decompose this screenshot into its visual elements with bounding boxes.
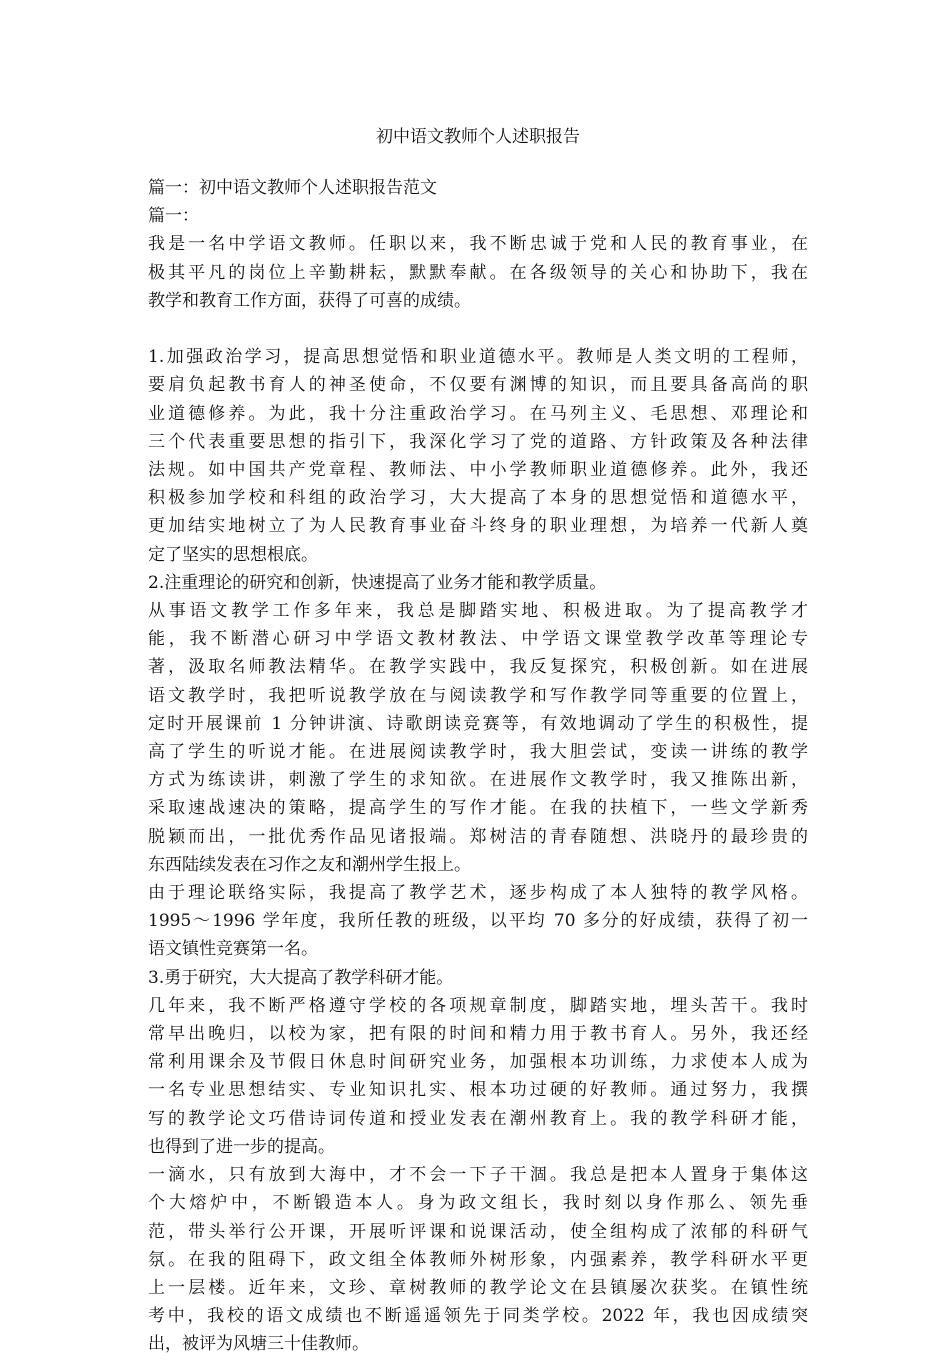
body-line: 业道德修养。为此，我十分注重政治学习。在马列主义、毛思想、邓理论和	[148, 403, 808, 424]
body-line: 常利用课余及节假日休息时间研究业务，加强根本功训练，力求使本人成为	[148, 1052, 808, 1073]
body-line: 积极参加学校和科组的政治学习，大大提高了本身的思想觉悟和道德水平，	[148, 488, 808, 509]
body-line: 三个代表重要思想的指引下，我深化学习了党的道路、方针政策及各种法律	[148, 431, 808, 452]
body-line: 常早出晚归，以校为家，把有限的时间和精力用于教书育人。另外，我还经	[148, 1024, 808, 1045]
body-line: 从事语文教学工作多年来，我总是脚踏实地、积极进取。为了提高教学才	[148, 601, 808, 622]
body-line: 语文镇性竞赛第一名。	[148, 939, 318, 960]
blank-line	[148, 315, 808, 343]
body-line: 范，带头举行公开课，开展听评课和说课活动，使全组构成了浓郁的科研气	[148, 1221, 808, 1242]
body-line: 定了坚实的思想根底。	[148, 544, 318, 565]
body-line: 东西陆续发表在习作之友和潮州学生报上。	[148, 854, 471, 875]
body-line: 定时开展课前 1 分钟讲演、诗歌朗读竞赛等，有效地调动了学生的积极性，提	[148, 713, 808, 734]
body-line: 方式为练读讲，刺激了学生的求知欲。在进展作文教学时，我又推陈出新，	[148, 770, 808, 791]
body-line: 一名专业思想结实、专业知识扎实、根本功过硬的好教师。通过努力，我撰	[148, 1080, 808, 1101]
section-heading: 篇一：初中语文教师个人述职报告范文	[148, 178, 437, 198]
body-line: 考中，我校的语文成绩也不断遥遥领先于同类学校。2022 年，我也因成绩突	[148, 1306, 808, 1327]
body-line: 个大熔炉中，不断锻造本人。身为政文组长，我时刻以身作那么、领先垂	[148, 1193, 808, 1214]
body-line: 出，被评为风塘三十佳教师。	[148, 1334, 369, 1355]
body-line: 高了学生的听说才能。在进展阅读教学时，我大胆尝试，变读一讲练的教学	[148, 742, 808, 763]
section-subheading: 篇一：	[148, 206, 199, 227]
body-line: 采取速战速决的策略，提高学生的写作才能。在我的扶植下，一些文学新秀	[148, 798, 808, 819]
document-page	[148, 122, 808, 1359]
body-line: 要肩负起教书育人的神圣使命，不仅要有渊博的知识，而且要具备高尚的职	[148, 375, 808, 396]
body-line: 能，我不断潜心研习中学语文教材教法、中学语文课堂教学改革等理论专	[148, 629, 808, 650]
body-line: 写的教学论文巧借诗词传道和授业发表在潮州教育上。我的教学科研才能，	[148, 1108, 808, 1129]
body-line: 氛。在我的阻碍下，政文组全体教师外树形象，内强素养，教学科研水平更	[148, 1249, 808, 1270]
point-heading: 2.注重理论的研究和创新，快速提高了业务才能和教学质量。	[148, 572, 607, 593]
body-line: 几年来，我不断严格遵守学校的各项规章制度，脚踏实地，埋头苦干。我时	[148, 995, 808, 1016]
body-line: 由于理论联络实际，我提高了教学艺术，逐步构成了本人独特的教学风格。	[148, 883, 808, 904]
body-line: 教学和教育工作方面，获得了可喜的成绩。	[148, 290, 471, 311]
body-line: 一滴水，只有放到大海中，才不会一下子干涸。我总是把本人置身于集体这	[148, 1165, 808, 1186]
body-line: 著，汲取名师教法精华。在教学实践中，我反复探究，积极创新。如在进展	[148, 657, 808, 678]
body-line: 也得到了进一步的提高。	[148, 1136, 335, 1157]
point-heading: 1.加强政治学习，提高思想觉悟和职业道德水平。教师是人类文明的工程师，	[148, 347, 808, 368]
body-line: 我是一名中学语文教师。任职以来，我不断忠诚于党和人民的教育事业，在	[148, 234, 808, 255]
body-line: 脱颖而出，一批优秀作品见诸报端。郑树洁的青春随想、洪晓丹的最珍贵的	[148, 826, 808, 847]
body-line: 法规。如中国共产党章程、教师法、中小学教师职业道德修养。此外，我还	[148, 460, 808, 481]
point-heading: 3.勇于研究，大大提高了教学科研才能。	[148, 967, 454, 988]
body-line: 极其平凡的岗位上辛勤耕耘，默默奉献。在各级领导的关心和协助下，我在	[148, 262, 808, 283]
document-title: 初中语文教师个人述职报告	[376, 127, 580, 147]
body-line: 1995～1996 学年度，我所任教的班级，以平均 70 多分的好成绩，获得了初一	[148, 911, 808, 932]
body-line: 上一层楼。近年来，文珍、章树教师的教学论文在县镇屡次获奖。在镇性统	[148, 1277, 808, 1298]
body-line: 语文教学时，我把听说教学放在与阅读教学和写作教学同等重要的位置上，	[148, 685, 808, 706]
body-line: 更加结实地树立了为人民教育事业奋斗终身的职业理想，为培养一代新人奠	[148, 516, 808, 537]
